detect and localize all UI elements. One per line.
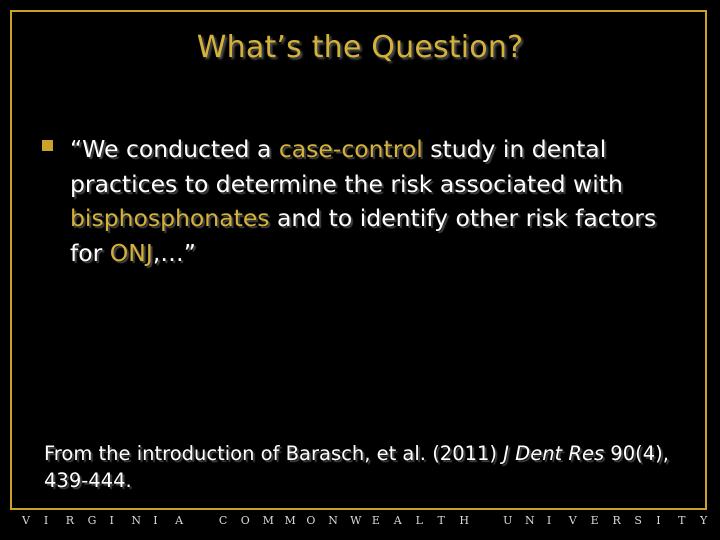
footer-letter: U [503,514,513,527]
footer-letter: N [525,514,535,527]
footer-letter: A [393,514,402,527]
footer-letter: T [678,514,686,527]
square-bullet-icon [42,140,53,151]
footer-university-name [0,514,720,534]
footer-letter: W [350,514,362,527]
footer-letter: T [437,514,445,527]
footer-letter: H [459,514,469,527]
footer-letter: O [240,514,250,527]
footer-letter: A [175,514,184,527]
footer-letter: N [131,514,141,527]
bullet-item [42,132,662,270]
footer-letter: C [218,514,228,527]
footer-letter: I [43,514,49,527]
footer-letter: I [109,514,114,527]
footer-letter: I [656,514,661,527]
footer-letter: L [415,514,423,527]
footer-letter: R [612,514,621,527]
footer-letter: O [306,514,316,527]
citation [44,440,684,494]
quote-text-4: ,…” [152,238,196,267]
footer-letter: I [546,514,552,527]
footer-letter: G [87,514,97,527]
quote-text-1: “We conducted a [70,135,279,163]
highlight-case-control: case-control [278,135,423,163]
highlight-bisphosphonates: bisphosphonates [70,204,270,232]
footer-letter: N [328,514,338,527]
footer-letter: Y [700,514,708,527]
footer-letter: V [22,514,30,527]
footer-letter: E [590,514,599,527]
footer-letter: I [153,514,158,527]
footer-letter: R [65,514,75,527]
citation-journal: J Dent Res [503,442,605,465]
footer-letter: E [371,514,380,527]
bullet-text [70,132,662,270]
citation-prefix: From the introduction of Barasch, et al. (2011) [44,442,504,465]
footer-letter: V [568,514,577,527]
highlight-onj: ONJ [109,238,153,267]
slide-title: What’s the Question? [196,30,524,65]
quote-text-2: study in dental practices to determine the risk associated with [70,135,623,198]
footer-letter: M [262,514,274,527]
footer-letter: M [284,514,296,527]
citation-suffix: 90(4), 439-444. [44,442,669,492]
quote-text-3: and to identify other risk factors for [70,204,657,267]
footer-letter: S [634,514,642,527]
